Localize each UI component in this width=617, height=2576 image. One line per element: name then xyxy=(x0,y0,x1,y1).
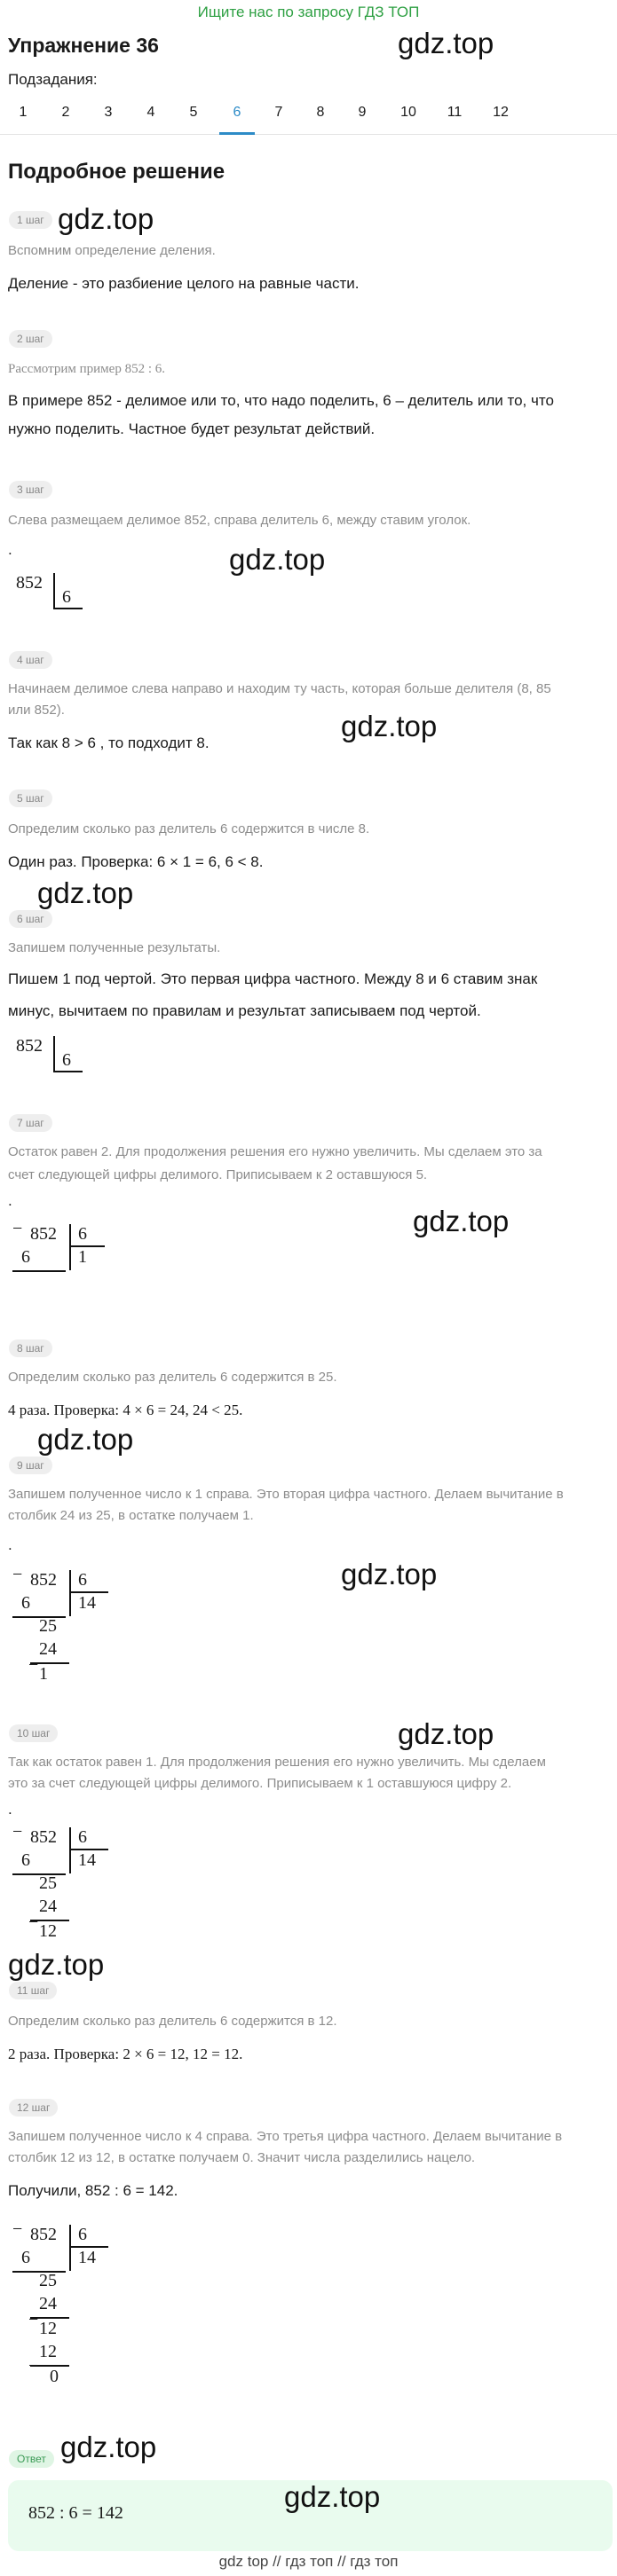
subtrahend: 24 xyxy=(39,1639,57,1659)
watermark: gdz.top xyxy=(8,1948,105,1981)
step-hint: или 852). xyxy=(8,703,65,718)
minus-sign: − xyxy=(23,1865,34,1884)
divisor: 6 xyxy=(78,2225,87,2244)
tab-3[interactable]: 3 xyxy=(104,105,113,120)
remainder: 25 xyxy=(39,1616,57,1636)
remainder: 12 xyxy=(39,2319,57,2338)
division-corner xyxy=(69,1245,105,1247)
dividend: 852 xyxy=(30,1827,57,1847)
step-badge: 4 шаг xyxy=(9,651,52,669)
step-hint: столбик 12 из 12, в остатке получаем 0. Значит числа разделились нацело. xyxy=(8,2150,476,2165)
step-badge: 11 шаг xyxy=(9,1982,57,1999)
subtasks-label: Подзадания: xyxy=(8,71,98,88)
divisor: 6 xyxy=(62,1050,71,1070)
tab-8[interactable]: 8 xyxy=(316,105,325,120)
division-corner xyxy=(53,1036,55,1072)
step-badge: 9 шаг xyxy=(9,1457,52,1474)
divisor: 6 xyxy=(78,1827,87,1847)
minus-sign: − xyxy=(12,1219,23,1238)
subtasks-tabs xyxy=(0,99,617,135)
search-hint-link[interactable]: Ищите нас по запросу ГДЗ ТОП xyxy=(197,4,420,20)
exercise-title: Упражнение 36 xyxy=(8,34,159,57)
minus-sign: − xyxy=(23,2262,34,2281)
remainder: 12 xyxy=(39,1921,57,1941)
step-hint: столбик 24 из 25, в остатке получаем 1. xyxy=(8,1508,254,1523)
step-hint: Остаток равен 2. Для продолжения решения его нужно увеличить. Мы сделаем это за xyxy=(8,1144,542,1159)
step-text: Так как 8 > 6 , то подходит 8. xyxy=(8,734,210,751)
dividend: 852 xyxy=(30,2225,57,2244)
step-badge: 1 шаг xyxy=(9,211,52,229)
watermark: gdz.top xyxy=(341,710,438,742)
remainder: 25 xyxy=(39,1873,57,1893)
dot: . xyxy=(8,541,12,558)
division-corner xyxy=(69,1570,71,1616)
division-corner xyxy=(69,1224,71,1270)
step-text: Один раз. Проверка: 6 × 1 = 6, 6 < 8. xyxy=(8,853,264,870)
remainder: 25 xyxy=(39,2271,57,2290)
watermark: gdz.top xyxy=(37,1423,134,1456)
minus-sign: − xyxy=(28,1655,39,1675)
subtrahend: 6 xyxy=(21,2248,30,2267)
dividend: 852 xyxy=(30,1570,57,1590)
step-hint: Запишем полученные результаты. xyxy=(8,940,221,955)
tab-11[interactable]: 11 xyxy=(447,105,463,120)
step-badge: 3 шаг xyxy=(9,481,52,499)
tab-4[interactable]: 4 xyxy=(146,105,155,120)
minus-sign: − xyxy=(23,1607,34,1627)
minus-sign: − xyxy=(12,1565,23,1584)
minus-sign: − xyxy=(28,1912,39,1932)
watermark: gdz.top xyxy=(37,876,134,909)
remainder: 0 xyxy=(50,2367,59,2386)
step-hint: Определим сколько раз делитель 6 содержится в 25. xyxy=(8,1370,337,1385)
minus-sign: − xyxy=(12,2219,23,2239)
minus-sign: − xyxy=(28,2310,39,2329)
tab-7[interactable]: 7 xyxy=(274,105,283,120)
answer-text: 852 : 6 = 142 xyxy=(28,2503,123,2523)
step-badge: 8 шаг xyxy=(9,1339,52,1357)
subtrahend: 24 xyxy=(39,1897,57,1916)
division-corner xyxy=(69,1827,71,1873)
dot: . xyxy=(8,1801,12,1818)
step-badge: 7 шаг xyxy=(9,1114,52,1132)
step-hint: это за счет следующей цифры делимого. Приписываем к 1 оставшуюся цифру 2. xyxy=(8,1776,512,1791)
subtraction-line xyxy=(12,1270,66,1272)
step-badge: 10 шаг xyxy=(9,1724,58,1742)
step-badge: 5 шаг xyxy=(9,789,52,807)
step-text: минус, вычитаем по правилам и результат записываем под чертой. xyxy=(8,1002,481,1019)
divisor: 6 xyxy=(62,587,71,607)
division-corner xyxy=(69,2225,71,2271)
minus-sign: − xyxy=(12,1822,23,1842)
watermark: gdz.top xyxy=(341,1558,438,1590)
dividend: 852 xyxy=(30,1224,57,1244)
tab-12[interactable]: 12 xyxy=(493,105,509,120)
remainder: 1 xyxy=(39,1664,48,1684)
dot: . xyxy=(8,1536,12,1553)
divisor: 6 xyxy=(78,1570,87,1590)
tab-10[interactable]: 10 xyxy=(400,105,416,120)
step-text: Получили, 852 : 6 = 142. xyxy=(8,2182,178,2199)
subtrahend: 12 xyxy=(39,2342,57,2361)
step-hint: Начинаем делимое слева направо и находим ту часть, которая больше делителя (8, 85 xyxy=(8,681,551,696)
answer-badge: Ответ xyxy=(9,2450,54,2468)
step-hint: Определим сколько раз делитель 6 содержится в 12. xyxy=(8,2014,337,2029)
step-badge: 2 шаг xyxy=(9,330,52,348)
step-text: Деление - это разбиение целого на равные части. xyxy=(8,275,360,292)
division-corner xyxy=(53,573,55,609)
step-text: нужно поделить. Частное будет результат действий. xyxy=(8,420,376,437)
tab-9[interactable]: 9 xyxy=(358,105,367,120)
watermark: gdz.top xyxy=(229,543,326,576)
step-hint: Запишем полученное число к 1 справа. Это вторая цифра частного. Делаем вычитание в xyxy=(8,1487,564,1502)
quotient: 14 xyxy=(78,1850,96,1870)
divisor: 6 xyxy=(78,1224,87,1244)
footer-links[interactable]: gdz top // гдз топ // гдз топ xyxy=(218,2553,399,2570)
step-badge: 6 шаг xyxy=(9,910,52,928)
watermark: gdz.top xyxy=(398,1717,494,1750)
step-hint: Определим сколько раз делитель 6 содержится в числе 8. xyxy=(8,821,370,836)
division-corner xyxy=(53,608,83,609)
tab-1[interactable]: 1 xyxy=(19,105,28,120)
watermark: gdz.top xyxy=(284,2480,381,2513)
tab-2[interactable]: 2 xyxy=(61,105,70,120)
division-corner xyxy=(53,1071,83,1072)
watermark: gdz.top xyxy=(58,202,154,235)
dividend: 852 xyxy=(16,573,43,593)
subtrahend: 24 xyxy=(39,2294,57,2313)
step-hint: Вспомним определение деления. xyxy=(8,243,216,258)
dividend: 852 xyxy=(16,1036,43,1056)
tab-5[interactable]: 5 xyxy=(189,105,198,120)
step-hint: Слева размещаем делимое 852, справа делитель 6, между ставим уголок. xyxy=(8,513,471,528)
step-text: 4 раза. Проверка: 4 × 6 = 24, 24 < 25. xyxy=(8,1402,243,1418)
dot: . xyxy=(8,1192,12,1209)
step-text: 2 раза. Проверка: 2 × 6 = 12, 12 = 12. xyxy=(8,2046,243,2062)
step-hint: Так как остаток равен 1. Для продолжения решения его нужно увеличить. Мы сделаем xyxy=(8,1755,546,1770)
subtrahend: 6 xyxy=(21,1850,30,1870)
step-text: Пишем 1 под чертой. Это первая цифра частного. Между 8 и 6 ставим знак xyxy=(8,970,538,987)
step-hint: Рассмотрим пример 852 : 6. xyxy=(8,362,165,376)
minus-sign: − xyxy=(28,2356,39,2376)
watermark: gdz.top xyxy=(398,27,494,59)
quotient: 14 xyxy=(78,1593,96,1613)
quotient: 1 xyxy=(78,1247,87,1267)
subtrahend: 6 xyxy=(21,1247,30,1267)
quotient: 14 xyxy=(78,2248,96,2267)
step-hint: Запишем полученное число к 4 справа. Это третья цифра частного. Делаем вычитание в xyxy=(8,2129,563,2144)
step-badge: 12 шаг xyxy=(9,2099,58,2117)
watermark: gdz.top xyxy=(60,2431,157,2463)
tab-6[interactable]: 6 xyxy=(219,105,255,135)
solution-title: Подробное решение xyxy=(8,160,225,184)
watermark: gdz.top xyxy=(413,1205,510,1237)
subtrahend: 6 xyxy=(21,1593,30,1613)
step-hint: счет следующей цифры делимого. Приписываем к 2 оставшуюся 5. xyxy=(8,1167,428,1182)
step-text: В примере 852 - делимое или то, что надо поделить, 6 – делитель или то, что xyxy=(8,392,554,409)
